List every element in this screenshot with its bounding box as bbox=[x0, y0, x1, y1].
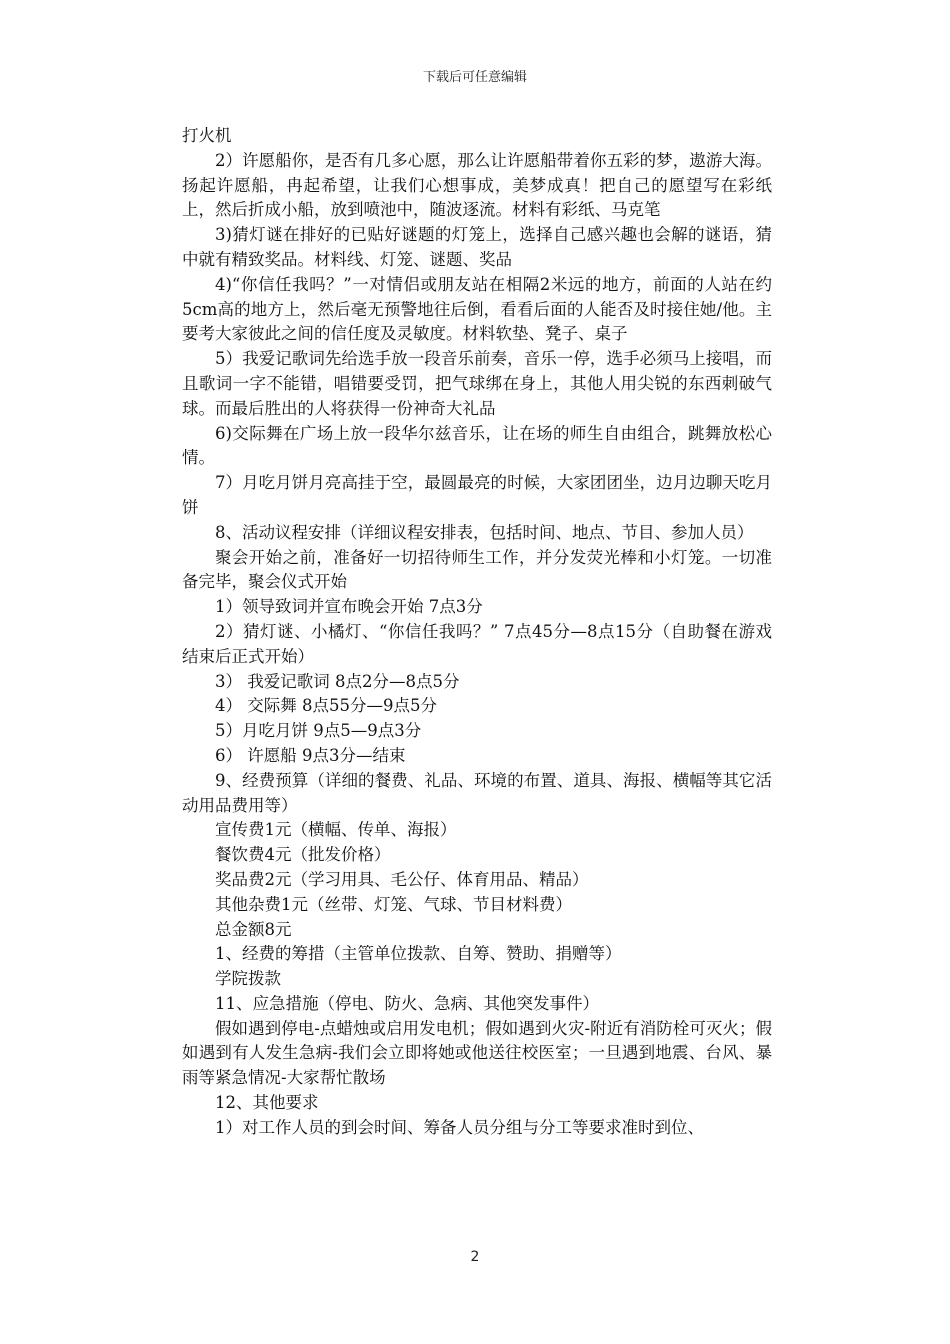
paragraph: 3） 我爱记歌词 8点2分—8点5分 bbox=[215, 671, 460, 691]
paragraph: 5）我爱记歌词先给选手放一段音乐前奏，音乐一停，选手必须马上接唱，而且歌词一字不能错，唱错要受罚，把气球绑在身上，其他人用尖锐的东西刺破气球。而最后胜出的人将获得一份神奇大礼品 bbox=[182, 349, 772, 418]
paragraph: 其他杂费1元（丝带、灯笼、气球、节目材料费） bbox=[215, 894, 572, 914]
paragraph: 12、其他要求 bbox=[215, 1093, 319, 1113]
paragraph: 1）对工作人员的到会时间、筹备人员分组与分工等要求准时到位、 bbox=[215, 1117, 704, 1137]
paragraph: 总金额8元 bbox=[215, 919, 292, 939]
paragraph: 7）月吃月饼月亮高挂于空，最圆最亮的时候，大家团团坐，边月边聊天吃月饼 bbox=[182, 473, 772, 517]
paragraph: 1）领导致词并宣布晚会开始 7点3分 bbox=[215, 597, 483, 617]
paragraph: 5）月吃月饼 9点5—9点3分 bbox=[215, 721, 422, 741]
paragraph: 4)“你信任我吗？”一对情侣或朋友站在相隔2米远的地方，前面的人站在约5cm高的地方上，然后毫无预警地往后倒，看看后面的人能否及时接住她/他。主要考大家彼此之间的信任度及灵敏度。材料软垫、凳子、桌子 bbox=[182, 274, 772, 344]
paragraph: 9、经费预算（详细的餐费、礼品、环境的布置、道具、海报、横幅等其它活动用品费用等） bbox=[182, 770, 772, 815]
paragraph: 聚会开始之前，准备好一切招待师生工作，并分发荧光棒和小灯笼。一切准备完毕，聚会仪式开始 bbox=[182, 547, 772, 592]
paragraph: 6)交际舞在广场上放一段华尔兹音乐，让在场的师生自由组合，跳舞放松心情。 bbox=[182, 423, 772, 468]
paragraph: 宣传费1元（横幅、传单、海报） bbox=[215, 820, 457, 840]
document-body bbox=[182, 124, 772, 1141]
paragraph: 4） 交际舞 8点55分—9点5分 bbox=[215, 696, 437, 716]
paragraph: 3)猜灯谜在排好的已贴好谜题的灯笼上，选择自己感兴趣也会解的谜语，猜中就有精致奖品。材料线、灯笼、谜题、奖品 bbox=[182, 225, 772, 269]
page-number: 2 bbox=[470, 1249, 480, 1265]
paragraph: 学院拨款 bbox=[215, 969, 281, 989]
paragraph: 11、应急措施（停电、防火、急病、其他突发事件） bbox=[215, 993, 599, 1013]
paragraph: 奖品费2元（学习用具、毛公仔、体育用品、精品） bbox=[215, 869, 589, 889]
paragraph: 2）猜灯谜、小橘灯、“你信任我吗？” 7点45分—8点15分（自助餐在游戏结束后正式开始） bbox=[182, 621, 772, 666]
paragraph: 6） 许愿船 9点3分—结束 bbox=[215, 745, 406, 765]
paragraph: 餐饮费4元（批发价格） bbox=[215, 845, 391, 865]
paragraph: 1、经费的筹措（主管单位拨款、自筹、赞助、捐赠等） bbox=[215, 944, 622, 964]
paragraph: 2）许愿船你，是否有几多心愿，那么让许愿船带着你五彩的梦，遨游大海。扬起许愿船，冉起希望，让我们心想事成，美梦成真！把自己的愿望写在彩纸上，然后折成小船，放到喷池中，随波逐流。材料有彩纸、马克笔 bbox=[182, 150, 772, 220]
paragraph: 8、活动议程安排（详细议程安排表，包括时间、地点、节目、参加人员） bbox=[215, 522, 754, 542]
page-header: 下载后可任意编辑 bbox=[422, 70, 527, 85]
paragraph: 假如遇到停电-点蜡烛或启用发电机；假如遇到火灾-附近有消防栓可灭火；假如遇到有人发生急病-我们会立即将她或他送往校医室；一旦遇到地震、台风、暴雨等紧急情况-大家帮忙散场 bbox=[182, 1018, 772, 1088]
paragraph: 打火机 bbox=[182, 126, 232, 145]
